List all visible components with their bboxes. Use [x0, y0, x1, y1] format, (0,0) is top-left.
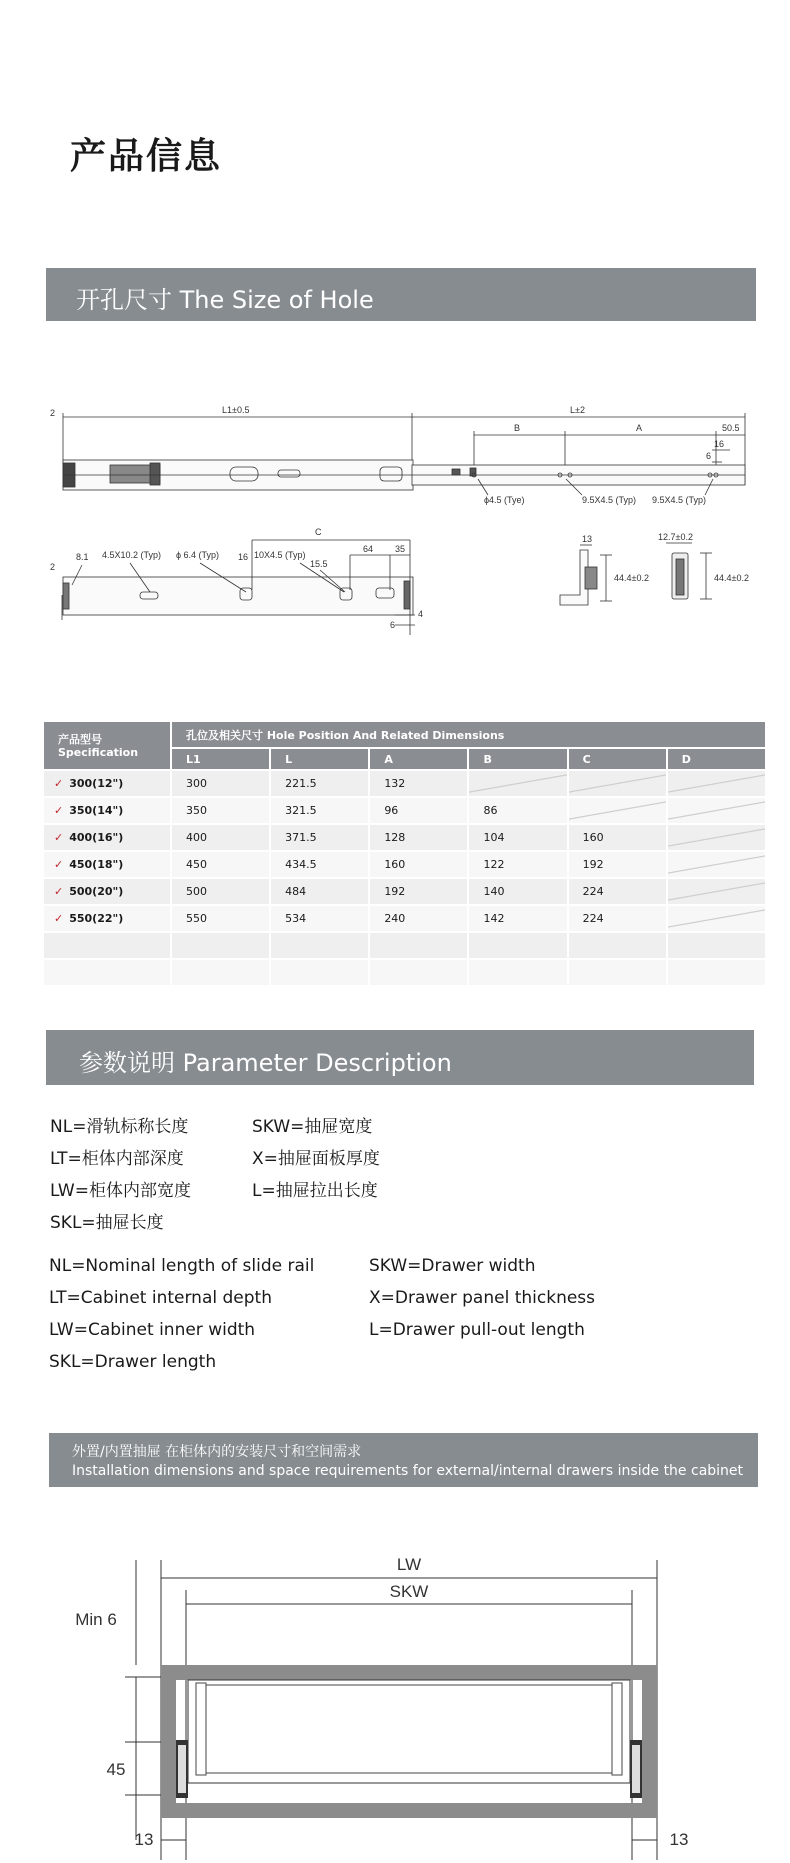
cell-l1: 550 — [171, 905, 270, 932]
check-icon: ✓ — [54, 912, 64, 925]
spec-model-label: 400(16") — [69, 831, 124, 844]
svg-text:LW: LW — [396, 1555, 422, 1574]
svg-text:Min 6: Min 6 — [75, 1610, 117, 1629]
check-icon: ✓ — [54, 885, 64, 898]
spec-model-label: 300(12") — [69, 777, 124, 790]
cell-a: 128 — [369, 824, 468, 851]
param-en-left: NL=Nominal length of slide rail LT=Cabinet internal depth LW=Cabinet inner width SKL=Drawer length — [49, 1256, 315, 1372]
cell-d — [667, 824, 766, 851]
cell-d — [667, 905, 766, 932]
cell-l1: 300 — [171, 770, 270, 797]
svg-text:16: 16 — [238, 552, 249, 562]
cell-l1: 450 — [171, 851, 270, 878]
svg-text:9.5X4.5 (Typ): 9.5X4.5 (Typ) — [652, 495, 707, 505]
blank-cell — [43, 959, 171, 986]
cell-c: 224 — [568, 905, 667, 932]
blank-cell — [369, 959, 468, 986]
cell-a: 96 — [369, 797, 468, 824]
spec-model-label: 500(20") — [69, 885, 124, 898]
col-C: C — [568, 748, 667, 770]
svg-text:9.5X4.5 (Typ): 9.5X4.5 (Typ) — [582, 495, 637, 505]
blank-cell — [171, 932, 270, 959]
header-hole-group: 孔位及相关尺寸 Hole Position And Related Dimensions — [171, 721, 766, 748]
spec-model-label: 450(18") — [69, 858, 124, 871]
svg-text:12.7±0.2: 12.7±0.2 — [658, 532, 693, 542]
install-title-cn: 外置/内置抽屉 在柜体内的安装尺寸和空间需求 — [72, 1444, 362, 1460]
hole-size-banner — [46, 268, 756, 321]
cell-l1: 400 — [171, 824, 270, 851]
cell-b: 142 — [468, 905, 567, 932]
installation-drawing — [0, 1540, 790, 1863]
param-title: 参数说明 Parameter Description — [79, 1049, 452, 1077]
install-banner — [49, 1433, 758, 1487]
blank-cell — [468, 932, 567, 959]
cell-l1: 500 — [171, 878, 270, 905]
blank-cell — [568, 959, 667, 986]
svg-text:ϕ4.5 (Tye): ϕ4.5 (Tye) — [484, 495, 525, 505]
cell-b — [468, 770, 567, 797]
table-row — [43, 797, 766, 824]
page-title: 产品信息 — [70, 136, 223, 177]
blank-cell — [667, 932, 766, 959]
cell-c: 224 — [568, 878, 667, 905]
svg-text:A: A — [636, 423, 643, 433]
cell-c: 160 — [568, 824, 667, 851]
svg-text:44.4±0.2: 44.4±0.2 — [614, 573, 649, 583]
col-L1: L1 — [171, 748, 270, 770]
cell-c — [568, 797, 667, 824]
svg-text:C: C — [315, 527, 322, 537]
spec-model-label: 550(22") — [69, 912, 124, 925]
cell-a: 132 — [369, 770, 468, 797]
table-row — [43, 770, 766, 797]
table-row-blank — [43, 959, 766, 986]
cell-b: 104 — [468, 824, 567, 851]
cell-c — [568, 770, 667, 797]
svg-text:B: B — [514, 423, 521, 433]
blank-cell — [171, 959, 270, 986]
cell-l: 371.5 — [270, 824, 369, 851]
check-icon: ✓ — [54, 858, 64, 871]
svg-text:64: 64 — [363, 544, 374, 554]
cell-l: 434.5 — [270, 851, 369, 878]
svg-text:8.1: 8.1 — [76, 552, 89, 562]
svg-text:35: 35 — [395, 544, 406, 554]
svg-text:ϕ 6.4 (Typ): ϕ 6.4 (Typ) — [176, 550, 220, 560]
cell-d — [667, 851, 766, 878]
check-icon: ✓ — [54, 831, 64, 844]
cell-l: 484 — [270, 878, 369, 905]
svg-text:L±2: L±2 — [570, 405, 585, 415]
spec-model — [43, 878, 171, 905]
svg-text:2: 2 — [50, 408, 56, 418]
cell-b: 122 — [468, 851, 567, 878]
svg-text:16: 16 — [714, 439, 725, 449]
hole-size-title: 开孔尺寸 The Size of Hole — [76, 286, 374, 314]
svg-text:13: 13 — [582, 534, 593, 544]
cell-l: 534 — [270, 905, 369, 932]
svg-text:2: 2 — [50, 562, 56, 572]
param-banner — [46, 1030, 754, 1085]
cell-l: 221.5 — [270, 770, 369, 797]
cell-d — [667, 878, 766, 905]
cell-l: 321.5 — [270, 797, 369, 824]
param-cn-right: SKW=抽屉宽度 X=抽屉面板厚度 L=抽屉拉出长度 — [252, 1117, 380, 1201]
spec-model — [43, 770, 171, 797]
spec-model — [43, 905, 171, 932]
svg-text:6: 6 — [706, 451, 712, 461]
svg-text:6: 6 — [390, 620, 396, 630]
cell-a: 240 — [369, 905, 468, 932]
table-row-blank — [43, 932, 766, 959]
install-title-en: Installation dimensions and space requirements for external/internal drawers inside the cabinet — [72, 1463, 744, 1479]
svg-text:50.5: 50.5 — [722, 423, 740, 433]
param-cn-left: NL=滑轨标称长度 LT=柜体内部深度 LW=柜体内部宽度 SKL=抽屉长度 — [50, 1117, 191, 1233]
cell-d — [667, 797, 766, 824]
spec-model — [43, 797, 171, 824]
blank-cell — [369, 932, 468, 959]
slide-rail-hole-drawing — [0, 395, 790, 645]
cell-a: 192 — [369, 878, 468, 905]
svg-text:45: 45 — [106, 1760, 126, 1779]
svg-text:15.5: 15.5 — [310, 559, 328, 569]
spec-model-label: 350(14") — [69, 804, 124, 817]
blank-cell — [270, 932, 369, 959]
blank-cell — [468, 959, 567, 986]
blank-cell — [270, 959, 369, 986]
check-icon: ✓ — [54, 777, 64, 790]
cell-b: 140 — [468, 878, 567, 905]
cell-c: 192 — [568, 851, 667, 878]
svg-text:4.5X10.2 (Typ): 4.5X10.2 (Typ) — [102, 550, 162, 560]
col-D: D — [667, 748, 766, 770]
svg-text:SKW: SKW — [389, 1582, 429, 1601]
check-icon: ✓ — [54, 804, 64, 817]
svg-text:13: 13 — [134, 1830, 154, 1849]
blank-cell — [667, 959, 766, 986]
table-row — [43, 905, 766, 932]
svg-text:10X4.5 (Typ): 10X4.5 (Typ) — [254, 550, 306, 560]
svg-text:13: 13 — [669, 1830, 689, 1849]
svg-text:L1±0.5: L1±0.5 — [222, 405, 250, 415]
col-L: L — [270, 748, 369, 770]
cell-l1: 350 — [171, 797, 270, 824]
svg-text:44.4±0.2: 44.4±0.2 — [714, 573, 749, 583]
svg-text:4: 4 — [418, 609, 424, 619]
cell-d — [667, 770, 766, 797]
table-row — [43, 878, 766, 905]
blank-cell — [568, 932, 667, 959]
spec-model — [43, 824, 171, 851]
table-row — [43, 851, 766, 878]
spec-model — [43, 851, 171, 878]
cell-b: 86 — [468, 797, 567, 824]
table-row — [43, 824, 766, 851]
header-spec: 产品型号 Specification — [43, 721, 171, 770]
col-B: B — [468, 748, 567, 770]
cell-a: 160 — [369, 851, 468, 878]
spec-table — [42, 720, 767, 987]
blank-cell — [43, 932, 171, 959]
param-en-right: SKW=Drawer width X=Drawer panel thickness L=Drawer pull-out length — [369, 1256, 596, 1340]
col-A: A — [369, 748, 468, 770]
